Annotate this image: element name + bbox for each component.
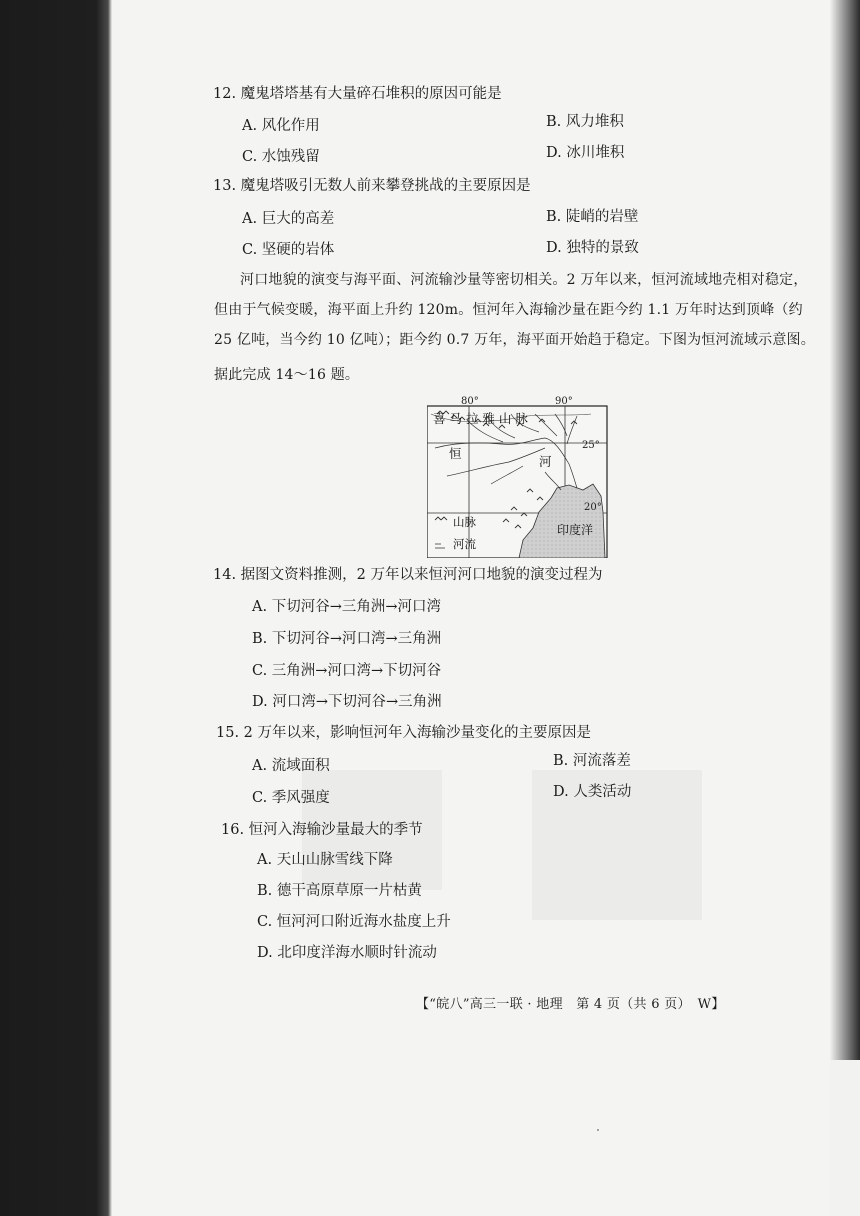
material-line-3: 25 亿吨，当今约 10 亿吨）；距今约 0.7 万年，海平面开始趋于稳定。下图为恒河流域示意图。 (214, 332, 815, 348)
map-lat-20: 20° (584, 502, 602, 513)
q12-option-b[interactable]: B. 风力堆积 (546, 114, 624, 130)
map-ocean-label: 印度洋 (557, 523, 594, 537)
ganges-basin-map (427, 392, 609, 558)
map-lon-90: 90° (555, 396, 573, 407)
map-lat-25: 25° (582, 440, 600, 451)
map-lon-80: 80° (461, 396, 479, 407)
q16-option-c[interactable]: C. 恒河河口附近海水盐度上升 (257, 914, 451, 930)
scan-dark-border-right (830, 0, 860, 1060)
legend-mountain-label: 山脉 (453, 515, 476, 529)
q16-option-b[interactable]: B. 德干高原草原一片枯黄 (257, 883, 422, 899)
q12-option-d[interactable]: D. 冰川堆积 (546, 145, 625, 161)
q12-option-c[interactable]: C. 水蚀残留 (242, 149, 320, 165)
material-line-4: 据此完成 14～16 题。 (214, 367, 360, 383)
q13-option-b[interactable]: B. 陡峭的岩壁 (546, 209, 639, 225)
q13-option-c[interactable]: C. 坚硬的岩体 (242, 242, 335, 258)
q14-option-c[interactable]: C. 三角洲→河口湾→下切河谷 (252, 663, 442, 679)
map-river-label-he: 河 (539, 454, 552, 469)
q13-stem: 13. 魔鬼塔吸引无数人前来攀登挑战的主要原因是 (213, 178, 531, 194)
material-line-1: 河口地貌的演变与海平面、河流输沙量等密切相关。2 万年以来，恒河流域地壳相对稳定， (240, 272, 808, 288)
q14-option-b[interactable]: B. 下切河谷→河口湾→三角洲 (252, 631, 442, 647)
q13-option-a[interactable]: A. 巨大的高差 (242, 211, 335, 227)
scan-speck (597, 1129, 599, 1131)
q16-option-d[interactable]: D. 北印度洋海水顺时针流动 (257, 945, 437, 961)
scan-dark-border-left (0, 0, 112, 1216)
q12-option-a[interactable]: A. 风化作用 (242, 118, 320, 134)
q12-stem: 12. 魔鬼塔塔基有大量碎石堆积的原因可能是 (213, 86, 502, 102)
q15-option-d[interactable]: D. 人类活动 (553, 784, 632, 800)
q16-option-a[interactable]: A. 天山山脉雪线下降 (257, 852, 393, 868)
map-mountain-label: 喜 马 拉 雅 山 脉 (433, 411, 528, 426)
q15-stem: 15. 2 万年以来，影响恒河年入海输沙量变化的主要原因是 (216, 725, 592, 741)
q14-stem: 14. 据图文资料推测，2 万年以来恒河河口地貌的演变过程为 (213, 567, 603, 583)
page-footer: 【“皖八”高三一联 · 地理 第 4 页（共 6 页） W】 (416, 997, 725, 1012)
q15-option-c[interactable]: C. 季风强度 (252, 790, 330, 806)
map-river-label-heng: 恒 (449, 446, 462, 461)
q16-stem: 16. 恒河入海输沙量最大的季节 (221, 822, 423, 838)
legend-river-label: 河流 (453, 537, 476, 551)
q13-option-d[interactable]: D. 独特的景致 (546, 240, 639, 256)
q15-option-a[interactable]: A. 流域面积 (252, 758, 330, 774)
material-line-2: 但由于气候变暖，海平面上升约 120m。恒河年入海输沙量在距今约 1.1 万年时达到顶峰（约 (214, 302, 803, 318)
q14-option-d[interactable]: D. 河口湾→下切河谷→三角洲 (252, 694, 442, 710)
q15-option-b[interactable]: B. 河流落差 (553, 753, 631, 769)
q14-option-a[interactable]: A. 下切河谷→三角洲→河口湾 (252, 599, 441, 615)
